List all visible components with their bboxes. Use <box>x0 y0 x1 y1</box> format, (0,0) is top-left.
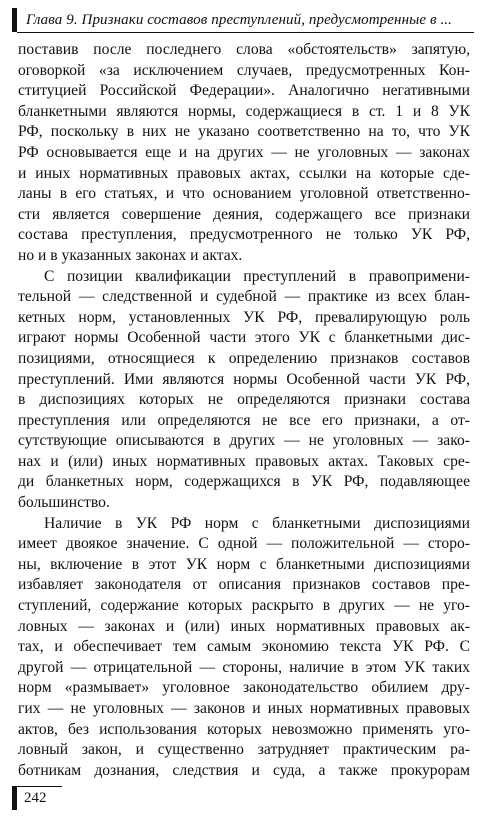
text-line: оговоркой «за исключением случаев, предусмотренных Кон- <box>18 61 470 79</box>
text-line: ботникам дознания, следствия и суда, а также прокурорам <box>18 761 470 779</box>
header-rule <box>17 32 474 33</box>
text-line: ны, включение в этот УК норм с бланкетными диспозициями <box>18 555 470 573</box>
page-footer <box>12 786 92 810</box>
text-line: С позиции квалификации преступлений в правопримени- <box>44 267 470 285</box>
text-line: бланкетными являются нормы, содержащиеся в ст. 1 и 8 УК <box>18 102 470 120</box>
text-line: ди бланкетных норм, содержащихся в УК РФ, подавляющее <box>18 473 470 491</box>
text-line: в диспозициях которых не определяются признаки состава <box>18 391 470 409</box>
text-line: преступлений. Ими являются нормы Особенной части УК РФ, <box>18 370 470 388</box>
text-line: ловных — законах и (или) иных нормативных правовых ак- <box>18 617 470 635</box>
running-header <box>12 8 474 32</box>
text-line: позициями, относящиеся к определению признаков составов <box>18 349 470 367</box>
text-line: сутствующие описываются в других — не уголовных — зако- <box>18 432 470 450</box>
text-line: ланы в его статьях, и что основанием уголовной ответственно- <box>18 185 470 203</box>
text-line: актов, без использования которых невозможно применять уго- <box>18 720 470 738</box>
text-line: другой — отрицательной — стороны, наличие в этом УК таких <box>18 658 470 676</box>
text-line: гих — не уголовных — законов и иных нормативных правовых <box>18 700 470 717</box>
paragraph <box>18 514 470 782</box>
text-line: и иных нормативных правовых актах, ссылки на которые сде- <box>18 164 470 182</box>
paragraph <box>18 267 470 514</box>
text-line: РФ основывается еще и на других — не уголовных — законах <box>18 143 470 161</box>
text-line: избавляет законодателя от описания признаков составов пре- <box>18 576 470 594</box>
header-marker-bar <box>12 8 17 32</box>
running-title: Глава 9. Признаки составов преступлений, предусмотренные в ... <box>26 12 453 28</box>
text-line: большинство. <box>18 494 110 512</box>
text-line: преступления или определяются не все его признаки, а от- <box>18 411 470 429</box>
text-line: кетных норм, установленных УК РФ, превалирующую роль <box>18 308 470 326</box>
text-line: Наличие в УК РФ норм с бланкетными диспозициями <box>44 514 470 532</box>
footer-rule <box>17 786 62 787</box>
page-number: 242 <box>24 790 47 806</box>
text-line: но и в указанных законах и актах. <box>18 246 243 264</box>
text-line: нах и (или) иных нормативных правовых актах. Таковых сре- <box>18 452 470 470</box>
text-line: ступлений, содержание которых раскрыто в других — не уго- <box>18 597 470 615</box>
text-line: сти является совершение деяния, содержащего все признаки <box>18 205 470 223</box>
text-line: ституцией Российской Федерации». Аналогично негативными <box>18 82 470 100</box>
body-text <box>18 40 470 781</box>
text-line: норм «размывает» уголовное законодательство обилием дру- <box>18 679 470 697</box>
paragraph <box>18 40 470 267</box>
text-line: тельной — следственной и судебной — практике из всех блан- <box>18 288 470 306</box>
text-line: поставив после последнего слова «обстоятельств» запятую, <box>18 41 470 58</box>
footer-marker-bar <box>12 786 17 810</box>
text-line: РФ, поскольку в них не указано соответственно на то, что УК <box>18 123 470 141</box>
text-line: играют нормы Особенной части этого УК с бланкетными дис- <box>18 329 470 347</box>
text-line: тах, и обеспечивает тем самым экономию текста УК РФ. С <box>18 638 470 656</box>
text-line: ловный закон, и существенно затрудняет практическим ра- <box>18 741 470 759</box>
text-line: состава преступления, предусмотренного не только УК РФ, <box>18 226 470 244</box>
text-line: имеет двоякое значение. С одной — положительной — сторо- <box>18 535 470 553</box>
